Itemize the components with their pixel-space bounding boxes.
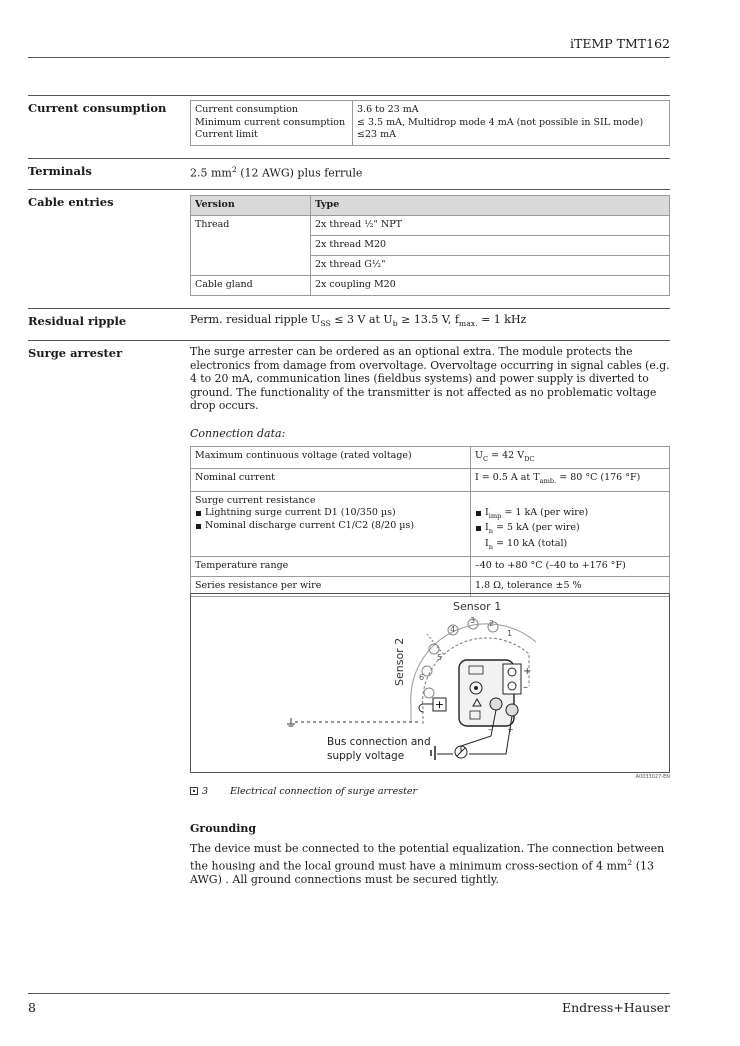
surge-current-label: Surge current resistance [195,494,316,506]
column-header-type: Type [311,196,670,216]
ground-wire [419,704,433,712]
subscript: n [488,527,494,536]
table-row [191,469,670,491]
text-run: I [485,537,489,549]
label-minimum-current: Minimum current consumption [195,116,346,128]
text-run: I [485,506,489,518]
section-surge-arrester [28,340,670,591]
residual-ripple-text [190,313,670,331]
text-run: = 42 V [488,450,525,461]
text-run: = 1 kHz [477,313,527,326]
column-header-version: Version [191,196,311,216]
table-cell-values [353,101,670,146]
footer-brand: Endress+Hauser [561,1000,670,1015]
current-consumption-table [190,100,670,146]
text-run: U [475,450,484,461]
screw-icon [490,698,502,710]
text-run: = 10 kA (total) [493,537,568,549]
module-knob-center [474,686,478,690]
footer-rule [28,993,670,994]
subscript: DC [524,454,535,463]
screw-icon [506,704,518,716]
cell-label: Temperature range [191,556,471,576]
section-terminals [28,158,670,180]
grounding-text [190,842,670,886]
text-run: I [485,522,489,534]
wire-plus: + [507,725,514,734]
subscript: SS [320,319,331,329]
terminal-number: 2 [489,619,495,628]
supply-voltage-label: supply voltage [327,750,405,762]
cell-value [471,469,670,491]
cell-label: Maximum continuous voltage (rated voltage) [191,447,471,469]
connection-data-table [190,446,670,597]
subscript: C [483,454,489,463]
caption-text: Electrical connection of surge arrester [230,786,418,797]
surge-total-value [475,538,665,553]
surge-current-values [475,507,665,538]
value-current-limit: ≤23 mA [357,129,396,140]
terminal-number: 6 [419,673,425,682]
cell-type: 2x thread M20 [311,235,670,255]
cell-type: 2x thread ½" NPT [311,215,670,235]
text-run: Perm. residual ripple U [190,313,321,326]
label-current-limit: Current limit [195,129,258,140]
terminal-number: 4 [450,625,456,634]
cell-value [471,447,670,469]
section-title: Surge arrester [28,346,123,360]
text-run: ≤ 3 V at U [330,313,393,326]
section-body [190,345,670,597]
cable-entries-table [190,195,670,296]
table-row [191,556,670,576]
text-run: = 5 kA (per wire) [493,522,580,534]
section-body [190,100,670,146]
cell-value: –40 to +80 °C (–40 to +176 °F) [471,556,670,576]
terminal-circle [424,688,434,698]
section-current-consumption [28,95,670,140]
cell-label: Series resistance per wire [191,576,471,596]
subscript: b [392,319,398,329]
figure-id: A0033027-EN [635,774,670,780]
list-item: Nominal discharge current C1/C2 (8/20 µs) [195,520,466,533]
cell-type: 2x coupling M20 [311,275,670,295]
table-row [191,101,670,146]
section-cable-entries [28,189,670,290]
table-header-row [191,196,670,216]
section-residual-ripple [28,308,670,329]
cell-value: 1.8 Ω, tolerance ±5 % [471,576,670,596]
page-number: 8 [28,1000,36,1015]
table-row [191,447,670,469]
section-title: Residual ripple [28,314,127,328]
caption-number: 3 [202,786,209,797]
figure-icon [190,787,198,795]
subscript: n [488,542,494,551]
plus-symbol: + [434,698,445,711]
label-current-consumption: Current consumption [195,104,298,115]
wire-minus: – [488,725,492,734]
terminal-number: 5 [437,653,443,662]
text-run: (13 AWG) . All ground connections must be secured tightly. [190,859,655,886]
terminal-number: 1 [507,629,513,638]
text-run: = 1 kA (per wire) [501,506,589,518]
document-header-title: iTEMP TMT162 [570,36,670,51]
section-title: Terminals [28,164,92,178]
subscript: max. [458,319,478,329]
header-rule [28,57,670,58]
bus-connection-label: Bus connection and [327,736,431,748]
value-minimum-current: ≤ 3.5 mA, Multidrop mode 4 mA (not possible in SIL mode) [357,116,644,128]
text-run: = 80 °C (176 °F) [556,472,641,484]
subscript: imp [488,511,502,520]
terminal-number: 3 [470,616,476,625]
polarity-minus: – [523,682,528,693]
superscript: 2 [231,165,237,174]
figure-caption [190,786,417,797]
table-row [191,215,670,235]
table-row [191,275,670,295]
value-current-consumption: 3.6 to 23 mA [357,104,419,115]
subscript: amb. [539,477,557,486]
section-body [190,195,670,296]
surge-arrester-intro: The surge arrester can be ordered as an optional extra. The module protects the electronics from damage from overvoltage. Overvoltage occurring in signal cables (e.g. 4 to 20 mA, communication lines (fieldbus systems) and power supply is diverted to ground. The functionality of the transmitter is not affected as no problematic voltage drop occurs. [190,345,670,412]
grounding-title: Grounding [190,822,257,835]
cell-label: Nominal current [191,469,471,491]
section-title: Cable entries [28,195,114,209]
table-cell-labels [191,101,353,146]
list-item [475,507,665,522]
text-run: ≥ 13.5 V, f [397,313,459,326]
text-run: 2.5 mm [190,166,232,180]
sensor-2-label: Sensor 2 [393,637,406,686]
surge-arrester-figure [190,593,670,773]
cell-value [471,491,670,556]
text-run: I = 0.5 A at T [475,472,540,484]
terminals-text [190,163,670,180]
text-run: (12 AWG) plus ferrule [236,166,363,180]
cell-cable-gland: Cable gland [191,275,311,295]
connection-data-label: Connection data: [190,426,286,440]
cell-label [191,491,471,556]
surge-current-list [195,507,466,532]
superscript: 2 [627,857,633,867]
wiring-diagram [191,594,669,772]
polarity-plus: + [523,666,532,677]
list-item [475,522,665,537]
table-row [191,491,670,556]
section-title: Current consumption [28,101,167,115]
cell-type: 2x thread G½" [311,255,670,275]
text-run: The device must be connected to the potential equalization. The connection between the housing and the local ground must have a minimum cross-section of 4 mm [190,842,665,873]
sensor-1-label: Sensor 1 [453,600,502,613]
list-item: Lightning surge current D1 (10/350 µs) [195,507,466,520]
cell-thread: Thread [191,215,311,275]
